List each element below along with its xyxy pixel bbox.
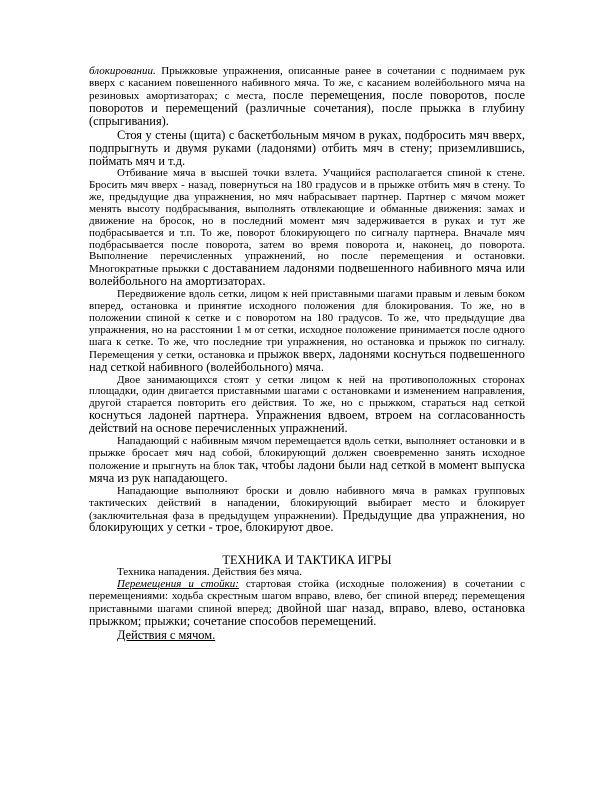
paragraph-net-movement — [89, 289, 525, 374]
paragraph-text: Двое занимающихся стоят у сетки лицом к ней на противоположных сторонах площадки, один двигается приставными шагами с остановками и изменением направления, другой старается повторить его действия. То же, но с прыжком, стараться над сеткой — [89, 373, 525, 410]
document-page — [89, 66, 525, 642]
paragraph-lead-italic: блокировании. — [89, 65, 156, 77]
paragraph-text: Отбивание мяча в высшей точки взлета. Учащийся располагается спиной к стене. Бросить мяч вверх - назад, повернуться на 180 градусов и в прыжке отбить мяч в стену. То же, предыдущие два упражнения, но мяч набрасывает партнер. Партнер с мячом может менять высоту подбрасывания, выполнять отвлекающие и обманные движения: замах и движение на бросок, но в последний момент мяч задерживается в руках и тут же подбрасывается и т.п. То же, поворот блокирующего по сигналу партнера. Вначале мяч подбрасывается после поворота, затем во время поворота и, наконец, до поворота. Выполнение перечисленных упражнений, но после перемещения и остановки. Многократные прыжки — [89, 167, 525, 276]
paragraph-attacker-blocker — [89, 436, 525, 486]
paragraph-text: Нападающие выполняют броски и довлю набивного мяча в рамках групповых тактических действий в нападении, блокирующий выбирает место и блокирует (заключительная фаза в предыдущем упражнении). — [89, 484, 525, 522]
paragraph-text-continued: так, чтобы ладони были над сеткой в момент выпуска мяча из рук нападающего. — [89, 457, 525, 485]
paragraph-text: Прыжковые упражнения, описанные ранее в сочетании с поднимаем рук вверх с касанием повешенного набивного мяча. То же, с касанием волейбольного мяча на резиновых амортизаторах; с места, — [89, 65, 525, 102]
paragraph-text-continued: прыжок вверх, ладонями коснуться подвешенного над сеткой набивного (волейбольного) мяча. — [89, 346, 525, 374]
heading-ball-actions — [89, 629, 525, 642]
paragraph-ball-rebound — [89, 168, 525, 289]
paragraph-text: Нападающий с набивным мячом перемещается вдоль сетки, выполняет остановки и в прыжке бросает мяч над собой, блокирующий должен своевременно занять исходное положение и прыгнуть на блок — [89, 435, 525, 472]
paragraph-pair-exercise — [89, 375, 525, 437]
paragraph-group-tactics — [89, 486, 525, 536]
paragraph-lead-italic: Перемещения и стойки: — [117, 578, 239, 591]
paragraph-text: Передвижение вдоль сетки, лицом к ней приставными шагами правым и левым боком вперед, остановка и принятие исходного положения для блокирования. То же, но в положении спиной к сетке и с поворотом на 180 градусов. То же, что предыдущие два упражнения, но на расстоянии 1 м от сетки, исходное положение принимается после одного шага к сетке. То же, что последние три упражнения, но остановка и прыжок по сигналу. Перемещения у сетки, остановка и — [89, 288, 525, 361]
paragraph-text-continued: с доставанием ладонями подвешенного набивного мяча или волейбольного на амортизаторах. — [89, 261, 525, 289]
paragraph-text-continued: Предыдущие два упражнения, но блокирующих у сетки - трое, блокируют двое. — [89, 507, 525, 535]
paragraph-movements — [89, 579, 525, 629]
paragraph-text-continued: двойной шаг назад, вправо, влево, остановка прыжком; прыжки; сочетание способов перемещений. — [89, 601, 525, 628]
paragraph-wall-ball: Стоя у стены (щита) с баскетбольным мячом в руках, подбросить мяч вверх, подпрыгнуть и двумя руками (ладонями) отбить мяч в стену; приземлившись, поймать мяч и т.д. — [89, 127, 525, 168]
paragraph-blocking-jumps — [89, 66, 525, 129]
paragraph-text-continued: после перемещения, после поворотов, после поворотов и перемещений (различные сочетания), после прыжка в глубину (спрыгивания). — [89, 87, 525, 128]
paragraph-text: стартовая стойка (исходные положения) в сочетании с перемещениями: ходьба скрестным шагом вправо, влево, бег спиной вперед; перемещения приставными шагами спиной вперед; — [89, 578, 525, 616]
paragraph-text-continued: коснуться ладоней партнера. Упражнения вдвоем, втроем на согласованность действий на основе перечисленных упражнений. — [89, 408, 525, 436]
ball-actions-label: Действия с мячом. — [117, 627, 216, 642]
subheading-attack-technique: Техника нападения. Действия без мяча. — [117, 566, 303, 579]
section-title: ТЕХНИКА И ТАКТИКА ИГРЫ — [222, 553, 392, 568]
